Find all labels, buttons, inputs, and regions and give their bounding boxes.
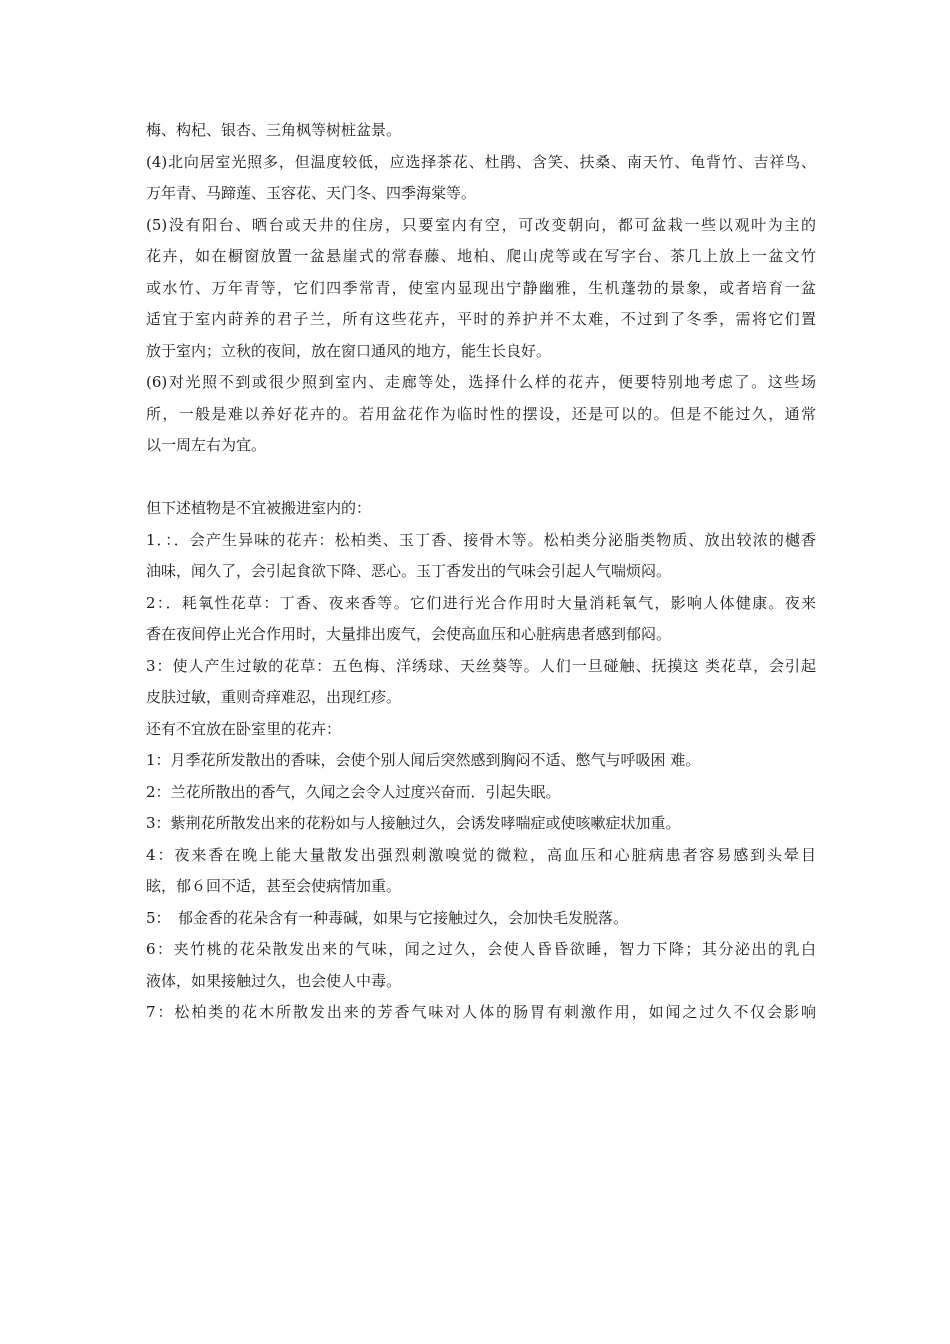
text-line: 油味，闻久了，会引起食欲下降、恶心。玉丁香发出的气味会引起人气喘烦闷。 [146, 562, 672, 580]
text-line: (4)北向居室光照多，但温度较低，应选择茶花、杜鹃、含笑、扶桑、南天竹、龟背竹、吉祥鸟、 [146, 152, 816, 171]
document-body [146, 115, 816, 1029]
text-line: 4：夜来香在晚上能大量散发出强烈刺激嗅觉的微粒，高血压和心脏病患者容易感到头晕目 [146, 845, 816, 864]
text-line: (6)对光照不到或很少照到室内、走廊等处，选择什么样的花卉，便要特别地考虑了。这些场 [146, 373, 816, 391]
text-line: 还有不宜放在卧室里的花卉： [146, 719, 342, 738]
text-line: 3：紫荆花所散发出来的花粉如与人接触过久，会诱发哮喘症或使咳嗽症状加重。 [146, 814, 681, 832]
text-line: 放于室内；立秋的夜间，放在窗口通风的地方，能生长良好。 [146, 341, 552, 360]
text-line: (5)没有阳台、晒台或天井的住房，只要室内有空，可改变朝向，都可盆栽一些以观叶为主的 [146, 215, 816, 234]
text-line: 1：月季花所发散出的香味，会使个别人闻后突然感到胸闷不适、憋气与呼吸困 难。 [146, 751, 701, 769]
text-line: 香在夜间停止光合作用时，大量排出废气，会使高血压和心脏病患者感到郁闷。 [146, 625, 672, 643]
text-line: 2：兰花所散出的香气，久闻之会令人过度兴奋而．引起失眠。 [146, 782, 561, 801]
text-line: 皮肤过敏，重则奇痒难忍，出现红疹。 [146, 688, 402, 706]
text-line: 7：松柏类的花木所散发出来的芳香气味对人体的肠胃有刺激作用，如闻之过久不仅会影响 [146, 1003, 816, 1021]
text-line: 适宜于室内莳养的君子兰，所有这些花卉，平时的养护并不太难，不过到了冬季，需将它们置 [146, 310, 816, 328]
text-line: 梅、构杞、银杏、三角枫等树桩盆景。 [146, 121, 402, 139]
paragraph-gap [146, 462, 816, 494]
text-line: 眩，郁６回不适，甚至会使病情加重。 [146, 877, 402, 895]
text-line: 6：夹竹桃的花朵散发出来的气味，闻之过久，会使人昏昏欲睡，智力下降；其分泌出的乳白 [146, 940, 816, 958]
text-line: 1．：．会产生异味的花卉：松柏类、玉丁香、接骨木等。松柏类分泌脂类物质、放出较浓的樾香 [146, 530, 816, 549]
text-line: 3：使人产生过敏的花草：五色梅、洋绣球、天丝葵等。人们一旦碰触、抚摸这 类花草，会引起 [146, 656, 816, 675]
text-line: 但下述植物是不宜被搬进室内的： [146, 499, 372, 517]
text-line: 花卉，如在橱窗放置一盆悬崖式的常春藤、地柏、爬山虎等或在写字台、茶几上放上一盆文竹 [146, 247, 816, 265]
text-line: 液体，如果接触过久，也会使人中毒。 [146, 971, 402, 990]
text-line: 所，一般是难以养好花卉的。若用盆花作为临时性的摆设，还是可以的。但是不能过久，通常 [146, 404, 816, 423]
text-line: 或水竹、万年青等，它们四季常青，使室内显现出宁静幽雅，生机蓬勃的景象，或者培育一盆 [146, 278, 816, 297]
text-line: 万年青、马蹄莲、玉容花、天门冬、四季海棠等。 [146, 184, 477, 202]
text-line: 5： 郁金香的花朵含有一种毒碱，如果与它接触过久，会加快毛发脱落。 [146, 908, 629, 927]
text-line: 以一周左右为宜。 [146, 436, 267, 454]
text-line: 2：．耗氧性花草：丁香、夜来香等。它们进行光合作用时大量消耗氧气，影响人体健康。夜来 [146, 593, 816, 612]
